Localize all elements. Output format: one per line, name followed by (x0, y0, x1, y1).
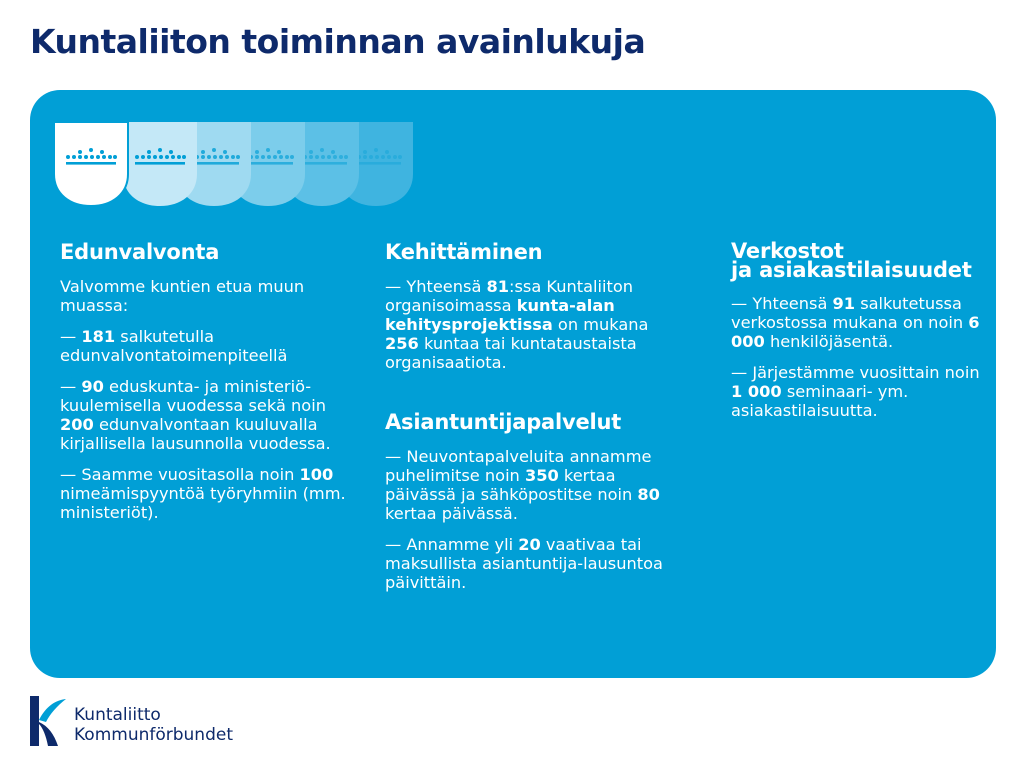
heading-verkostot-line2: ja asiakastilaisuudet (731, 258, 972, 282)
page-title: Kuntaliiton toiminnan avainlukuja (30, 22, 646, 61)
logo-text (74, 705, 233, 745)
paragraphs-kehittaminen (385, 277, 685, 372)
logo-line2: Kommunförbundet (74, 725, 234, 745)
kuntaliitto-logo (30, 696, 270, 748)
paragraphs-asiantuntijapalvelut (385, 447, 685, 592)
paragraph: — 90 eduskunta- ja ministeriö-kuulemisella vuodessa sekä noin 200 edunvalvontaan kuuluvalla kirjallisella lausunnolla vuodessa. (60, 377, 331, 453)
heading-verkostot (731, 239, 991, 282)
paragraph: — Annamme yli 20 vaativaa tai maksullista asiantuntija-lausuntoa päivittäin. (385, 535, 663, 592)
paragraph: — Järjestämme vuosittain noin 1 000 seminaari- ym. asiakastilaisuutta. (731, 363, 980, 420)
paragraph: — 181 salkutetulla edunvalvontatoimenpiteellä (60, 327, 288, 365)
paragraph: — Saamme vuositasolla noin 100 nimeämispyyntöä työryhmiin (mm. ministeriöt). (60, 465, 346, 522)
heading-verkostot-line1: Verkostot (731, 239, 844, 263)
heading-asiantuntijapalvelut: Asiantuntijapalvelut (385, 410, 622, 434)
column-edunvalvonta (60, 242, 350, 534)
paragraph: — Neuvontapalveluita annamme puhelimitse noin 350 kertaa päivässä ja sähköpostitse noin 80 kertaa päivässä. (385, 447, 660, 523)
heading-kehittaminen: Kehittäminen (385, 240, 543, 264)
logo-line1: Kuntaliitto (74, 705, 161, 725)
column-kehittaminen (385, 242, 685, 604)
paragraph: — Yhteensä 91 salkutetussa verkostossa mukana on noin 6 000 henkilöjäsentä. (731, 294, 980, 351)
key-figures-panel (30, 90, 996, 678)
shield-row-icon (30, 90, 430, 220)
paragraph: Valvomme kuntien etua muun muassa: (60, 277, 305, 315)
paragraph: — Yhteensä 81:ssa Kuntaliiton organisoimassa kunta-alan kehitysprojektissa on mukana 256 kuntaa tai kuntataustaista organisaatiota. (385, 277, 649, 372)
column-verkostot (731, 239, 991, 432)
paragraphs-edunvalvonta (60, 277, 350, 522)
heading-edunvalvonta: Edunvalvonta (60, 240, 220, 264)
paragraphs-verkostot (731, 294, 991, 420)
kuntaliitto-logo-icon (30, 696, 66, 746)
